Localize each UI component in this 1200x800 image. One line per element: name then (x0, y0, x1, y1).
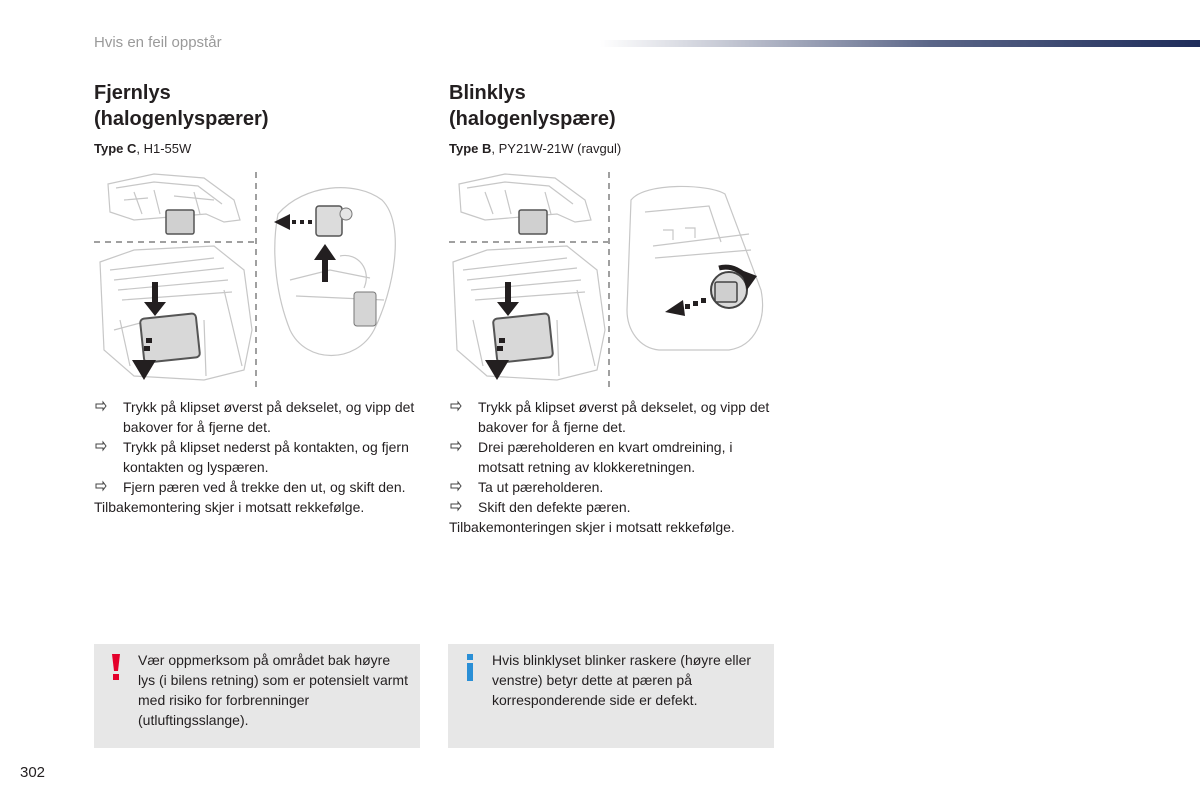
step-text: Skift den defekte pæren. (478, 499, 631, 515)
warning-note (94, 644, 420, 748)
info-note (448, 644, 774, 748)
step-text: Ta ut pæreholderen. (478, 479, 604, 495)
section-turn-signal (449, 80, 779, 157)
list-item (94, 477, 424, 497)
section-title-line1: Fjernlys (94, 82, 171, 104)
info-text: Hvis blinklyset blinker raskere (høyre eller venstre) betyr dette at pæren på korresponderende side er defekt. (492, 652, 752, 708)
section-title-line1: Blinklys (449, 82, 526, 104)
list-item (449, 477, 779, 497)
pointing-hand-icon (95, 480, 107, 492)
bulb-type-label: Type B (449, 141, 492, 156)
pointing-hand-icon (450, 480, 462, 492)
pointing-hand-icon (450, 440, 462, 452)
section-high-beam (94, 80, 424, 157)
headlamp-high-beam-drawing (94, 170, 424, 392)
headlamp-turn-signal-drawing (449, 170, 779, 392)
list-item (449, 437, 779, 477)
warning-exclamation-icon (108, 652, 124, 682)
step-text: Trykk på klipset øverst på dekselet, og vipp det bakover for å fjerne det. (123, 399, 415, 435)
list-item (94, 397, 424, 437)
high-beam-illustration (94, 170, 424, 392)
steps-high-beam (94, 397, 424, 517)
section-title-line2: (halogenlyspærer) (94, 108, 269, 130)
closing-note: Tilbakemonteringen skjer i motsatt rekkefølge. (449, 519, 735, 535)
section-title-turn-signal (449, 80, 779, 132)
pointing-hand-icon (95, 400, 107, 412)
bulb-type-label: Type C (94, 141, 137, 156)
bulb-type-value: , PY21W-21W (ravgul) (491, 141, 622, 156)
pointing-hand-icon (95, 440, 107, 452)
pointing-hand-icon (450, 400, 462, 412)
page-number: 302 (20, 764, 46, 781)
list-item (94, 437, 424, 477)
step-text: Trykk på klipset øverst på dekselet, og vipp det bakover for å fjerne det. (478, 399, 770, 435)
closing-note: Tilbakemontering skjer i motsatt rekkefølge. (94, 499, 365, 515)
section-title-line2: (halogenlyspære) (449, 108, 616, 130)
list-item (449, 397, 779, 437)
info-icon (462, 652, 478, 682)
running-header: Hvis en feil oppstår (94, 34, 222, 51)
step-text: Trykk på klipset nederst på kontakten, og fjern kontakten og lyspæren. (123, 439, 409, 475)
bulb-type-spec (94, 141, 424, 157)
bulb-type-value: , H1-55W (136, 141, 192, 156)
bulb-type-spec (449, 141, 779, 157)
warning-text: Vær oppmerksom på området bak høyre lys (i bilens retning) som er potensielt varmt med risiko for forbrenninger (utluftingsslange). (138, 652, 408, 728)
header-gradient-rule (600, 40, 1200, 47)
pointing-hand-icon (450, 500, 462, 512)
section-title-high-beam (94, 80, 424, 132)
step-text: Drei pæreholderen en kvart omdreining, i motsatt retning av klokkeretningen. (478, 439, 733, 475)
list-item (449, 497, 779, 517)
steps-turn-signal (449, 397, 779, 537)
step-text: Fjern pæren ved å trekke den ut, og skift den. (123, 479, 406, 495)
turn-signal-illustration (449, 170, 779, 392)
